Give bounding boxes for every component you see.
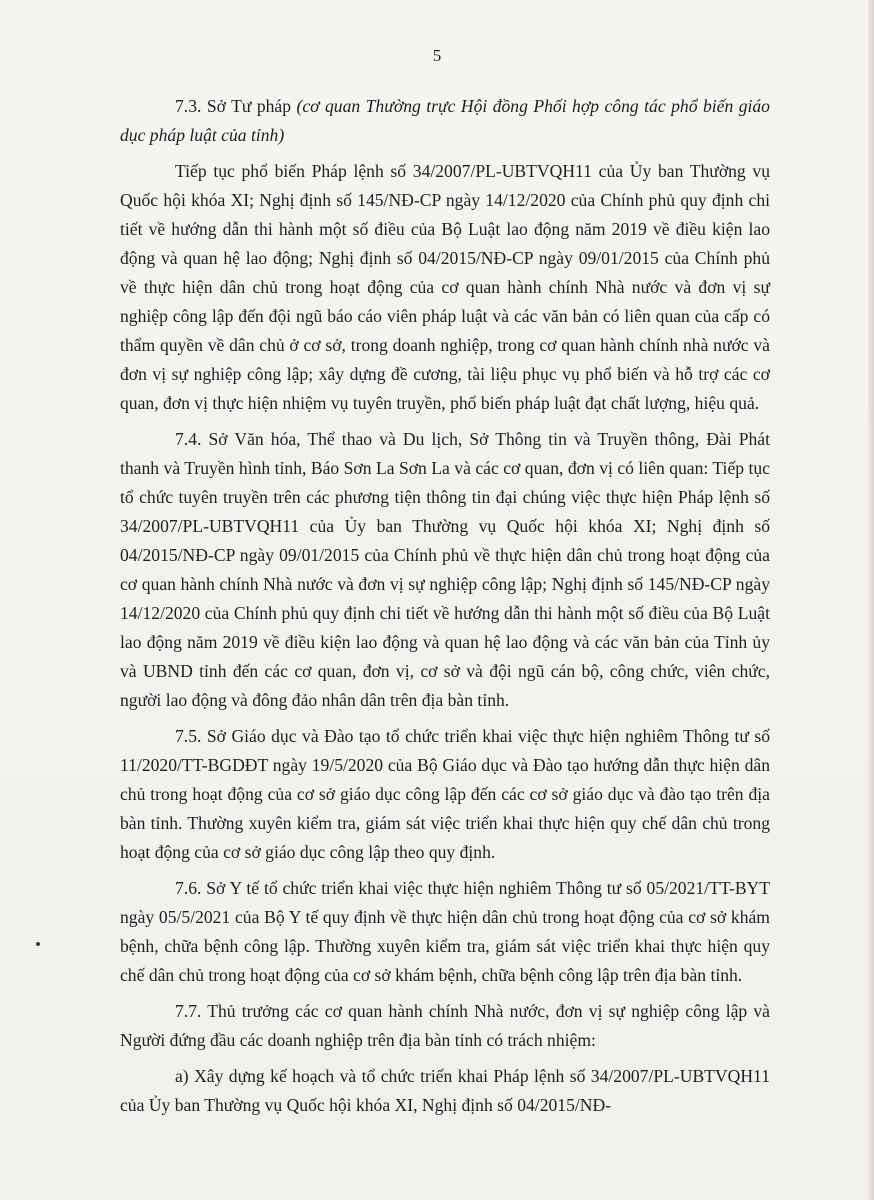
section-7-3-body: Tiếp tục phổ biến Pháp lệnh số 34/2007/PL-UBTVQH11 của Ủy ban Thường vụ Quốc hội khóa XI; Nghị định số 145/NĐ-CP ngày 14/12/2020 của Chính phủ quy định chi tiết về hướng dẫn thi hành một số điều của Bộ Luật lao động năm 2019 về điều kiện lao động và quan hệ lao động; Nghị định số 04/2015/NĐ-CP ngày 09/01/2015 của Chính phủ về thực hiện dân chủ trong hoạt động của cơ quan hành chính Nhà nước và đơn vị sự nghiệp công lập đến đội ngũ báo cáo viên pháp luật và các văn bản có liên quan của cấp có thẩm quyền về dân chủ ở cơ sở, trong doanh nghiệp, trong cơ quan hành chính nhà nước và đơn vị sự nghiệp công lập; xây dựng đề cương, tài liệu phục vụ phổ biến và hỗ trợ các cơ quan, đơn vị thực hiện nhiệm vụ tuyên truyền, phổ biến pháp luật đạt chất lượng, hiệu quả. [120,161,770,413]
section-7-3-heading [120,92,770,150]
section-7-3-title: 7.3. Sở Tư pháp [175,96,297,116]
document-body [120,92,770,1120]
section-7-3-note: (cơ quan Thường trực Hội đồng Phối hợp công tác phổ biến giáo dục pháp luật của tỉnh) [120,96,770,145]
page-number: 5 [432,46,442,65]
section-7-4: 7.4. Sở Văn hóa, Thể thao và Du lịch, Sở Thông tin và Truyền thông, Đài Phát thanh và Truyền hình tỉnh, Báo Sơn La Sơn La và các cơ quan, đơn vị có liên quan: Tiếp tục tổ chức tuyên truyền trên các phương tiện thông tin đại chúng việc thực hiện Pháp lệnh số 34/2007/PL-UBTVQH11 của Ủy ban Thường vụ Quốc hội khóa XI; Nghị định số 04/2015/NĐ-CP ngày 09/01/2015 của Chính phủ về thực hiện dân chủ trong hoạt động của cơ quan hành chính Nhà nước và đơn vị sự nghiệp công lập; Nghị định số 145/NĐ-CP ngày 14/12/2020 của Chính phủ quy định chi tiết về hướng dẫn thi hành một số điều của Bộ Luật lao động năm 2019 về điều kiện lao động và quan hệ lao động và các văn bản của Tỉnh ủy và UBND tỉnh đến các cơ quan, đơn vị, cơ sở và đội ngũ cán bộ, công chức, viên chức, người lao động và đông đảo nhân dân trên địa bàn tỉnh. [120,429,770,710]
section-7-7: 7.7. Thủ trưởng các cơ quan hành chính Nhà nước, đơn vị sự nghiệp công lập và Người đứng đầu các doanh nghiệp trên địa bàn tỉnh có trách nhiệm: [120,1001,770,1050]
section-7-7-a: a) Xây dựng kế hoạch và tổ chức triển khai Pháp lệnh số 34/2007/PL-UBTVQH11 của Ủy ban Thường vụ Quốc hội khóa XI, Nghị định số 04/2015/NĐ- [120,1066,770,1115]
scan-speck [36,942,40,946]
section-7-6: 7.6. Sở Y tế tổ chức triển khai việc thực hiện nghiêm Thông tư số 05/2021/TT-BYT ngày 05/5/2021 của Bộ Y tế quy định về thực hiện dân chủ trong hoạt động của cơ sở khám bệnh, chữa bệnh công lập. Thường xuyên kiểm tra, giám sát việc triển khai thực hiện quy chế dân chủ trong hoạt động của cơ sở khám bệnh, chữa bệnh công lập trên địa bàn tỉnh. [120,878,770,985]
page-edge-shadow [868,0,874,1200]
section-7-5: 7.5. Sở Giáo dục và Đào tạo tổ chức triển khai việc thực hiện nghiêm Thông tư số 11/2020/TT-BGDĐT ngày 19/5/2020 của Bộ Giáo dục và Đào tạo hướng dẫn thực hiện dân chủ trong hoạt động của cơ sở giáo dục công lập đến các cơ sở giáo dục và đào tạo trên địa bàn tỉnh. Thường xuyên kiểm tra, giám sát việc triển khai thực hiện quy chế dân chủ trong hoạt động của cơ sở giáo dục công lập theo quy định. [120,726,770,862]
